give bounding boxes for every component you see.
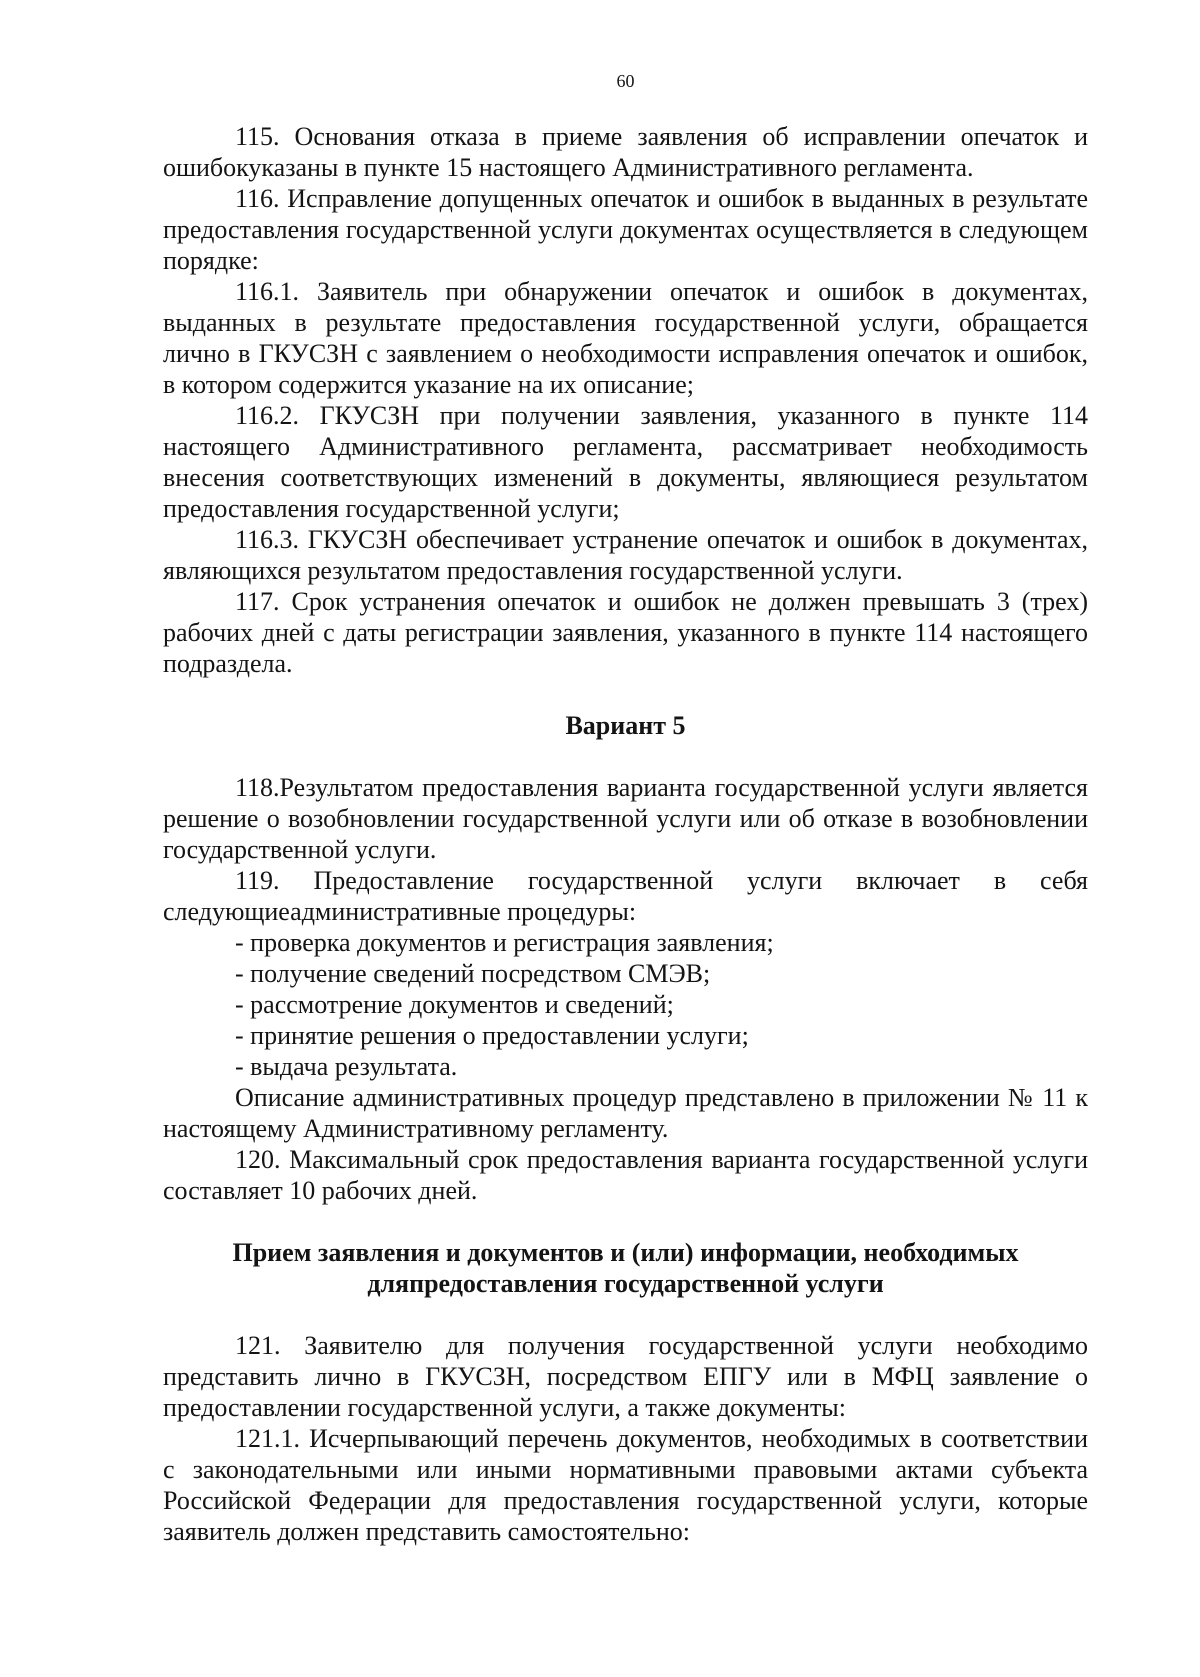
list-item: - рассмотрение документов и сведений; bbox=[235, 990, 674, 1019]
page-content bbox=[163, 70, 1088, 1547]
section-heading-reception-line-1: Прием заявления и документов и (или) информации, необходимых bbox=[232, 1238, 1019, 1267]
paragraph-116-1: 116.1. Заявитель при обнаружении опечаток и ошибок в документах, выданных в результате предоставления государственной услуги, обращается лично в ГКУСЗН с заявлением о необходимости исправления опечаток и ошибок, в котором содержится указание на их описание; bbox=[163, 277, 1088, 399]
spacer bbox=[163, 741, 1088, 772]
list-item: - получение сведений посредством СМЭВ; bbox=[235, 959, 711, 988]
paragraph-119: 119. Предоставление государственной услуги включает в себя следующиеадминистративные процедуры: bbox=[163, 866, 1088, 926]
section-heading-reception-line-2: дляпредоставления государственной услуги bbox=[367, 1269, 884, 1298]
paragraph-116: 116. Исправление допущенных опечаток и ошибок в выданных в результате предоставления государственной услуги документах осуществляется в следующем порядке: bbox=[163, 184, 1088, 275]
paragraph-120: 120. Максимальный срок предоставления варианта государственной услуги составляет 10 рабочих дней. bbox=[163, 1145, 1088, 1205]
spacer bbox=[163, 1299, 1088, 1330]
paragraph-121: 121. Заявителю для получения государственной услуги необходимо представить лично в ГКУСЗН, посредством ЕПГУ или в МФЦ заявление о предоставлении государственной услуги, а также документы: bbox=[163, 1331, 1088, 1422]
list-item: - выдача результата. bbox=[235, 1052, 458, 1081]
paragraph-117: 117. Срок устранения опечаток и ошибок не должен превышать 3 (трех) рабочих дней с даты регистрации заявления, указанного в пункте 114 настоящего подраздела. bbox=[163, 587, 1088, 678]
paragraph-116-3: 116.3. ГКУСЗН обеспечивает устранение опечаток и ошибок в документах, являющихся результатом предоставления государственной услуги. bbox=[163, 525, 1088, 585]
paragraph-116-2: 116.2. ГКУСЗН при получении заявления, указанного в пункте 114 настоящего Административного регламента, рассматривает необходимость внесения соответствующих изменений в документы, являющиеся результатом предоставления государственной услуги; bbox=[163, 401, 1088, 523]
list-item: - проверка документов и регистрация заявления; bbox=[235, 928, 774, 957]
paragraph-procedures-description: Описание административных процедур представлено в приложении № 11 к настоящему Административному регламенту. bbox=[163, 1083, 1088, 1143]
spacer bbox=[163, 1206, 1088, 1237]
list-item: - принятие решения о предоставлении услуги; bbox=[235, 1021, 749, 1050]
page-number: 60 bbox=[616, 71, 635, 91]
spacer bbox=[163, 679, 1088, 710]
paragraph-121-1: 121.1. Исчерпывающий перечень документов, необходимых в соответствии с законодательными или иными нормативными правовыми актами субъекта Российской Федерации для предоставления государственной услуги, которые заявитель должен представить самостоятельно: bbox=[163, 1424, 1088, 1546]
section-heading-variant: Вариант 5 bbox=[565, 711, 686, 740]
paragraph-118: 118.Результатом предоставления варианта государственной услуги является решение о возобновлении государственной услуги или об отказе в возобновлении государственной услуги. bbox=[163, 773, 1088, 864]
paragraph-115: 115. Основания отказа в приеме заявления об исправлении опечаток и ошибокуказаны в пункте 15 настоящего Административного регламента. bbox=[163, 122, 1088, 182]
